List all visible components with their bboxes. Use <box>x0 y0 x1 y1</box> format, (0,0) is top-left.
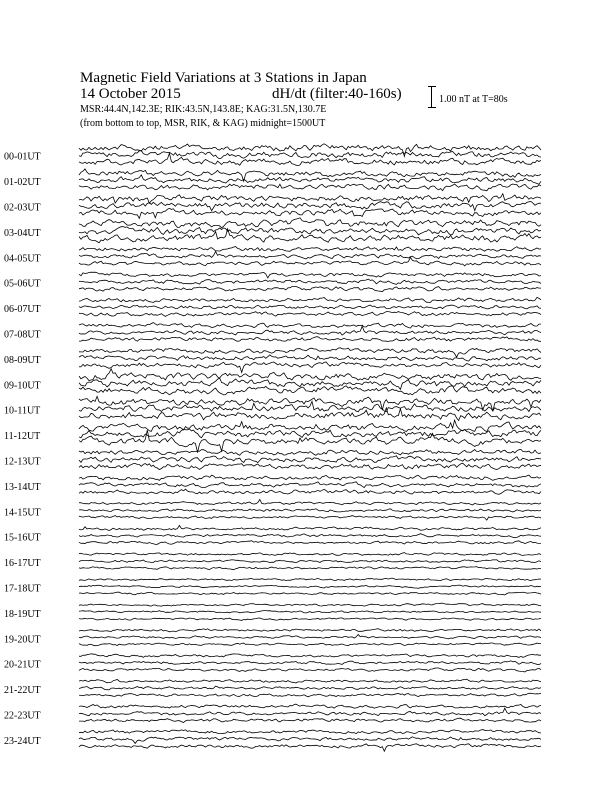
trace-kag <box>79 348 541 357</box>
hour-label: 16-17UT <box>4 558 41 570</box>
hour-label: 12-13UT <box>4 456 41 468</box>
hour-label: 11-12UT <box>4 431 41 443</box>
trace-rik <box>79 202 541 211</box>
trace-msr <box>79 386 541 395</box>
trace-kag <box>79 553 541 556</box>
chart-date: 14 October 2015 <box>80 86 181 102</box>
hour-label: 14-15UT <box>4 507 41 519</box>
trace-msr <box>79 408 541 421</box>
hour-label: 07-08UT <box>4 329 41 341</box>
hour-label: 02-03UT <box>4 202 41 214</box>
trace-kag <box>79 629 541 632</box>
chart-filter: dH/dt (filter:40-160s) <box>272 86 402 102</box>
hour-label: 18-19UT <box>4 608 41 620</box>
scale-label: 1.00 nT at T=80s <box>439 94 508 105</box>
trace-rik <box>79 305 541 309</box>
hour-label: 06-07UT <box>4 304 41 316</box>
hour-label: 01-02UT <box>4 177 41 189</box>
hour-label: 19-20UT <box>4 634 41 646</box>
trace-kag <box>79 730 541 734</box>
trace-rik <box>79 585 541 588</box>
station-coordinates: MSR:44.4N,142.3E; RIK:43.5N,143.8E; KAG:31.5N,130.7E <box>80 104 327 115</box>
hour-label: 17-18UT <box>4 583 41 595</box>
hour-label: 10-11UT <box>4 405 41 417</box>
trace-rik <box>79 227 541 235</box>
hour-label: 23-24UT <box>4 735 41 747</box>
hour-label: 03-04UT <box>4 227 41 239</box>
trace-kag <box>79 297 541 302</box>
trace-kag <box>79 475 541 480</box>
trace-msr <box>79 257 541 266</box>
trace-rik <box>79 611 541 613</box>
trace-rik <box>79 635 541 639</box>
trace-rik <box>79 534 541 538</box>
trace-kag <box>79 194 541 204</box>
hour-labels <box>4 152 41 747</box>
trace-rik <box>79 509 541 512</box>
hour-label: 20-21UT <box>4 659 41 671</box>
trace-msr <box>79 489 541 494</box>
trace-rik <box>79 151 541 159</box>
hour-label: 09-10UT <box>4 380 41 392</box>
trace-msr <box>79 693 541 697</box>
hour-label: 21-22UT <box>4 685 41 697</box>
hour-label: 13-14UT <box>4 481 41 493</box>
hour-label: 22-23UT <box>4 710 41 722</box>
station-order-note: (from bottom to top, MSR, RIK, & KAG) midnight=1500UT <box>80 118 326 129</box>
trace-msr <box>79 362 541 372</box>
trace-rik <box>79 175 541 184</box>
hour-label: 04-05UT <box>4 253 41 265</box>
trace-msr <box>79 516 541 521</box>
trace-rik <box>79 708 541 716</box>
trace-kag <box>79 323 541 329</box>
trace-kag <box>79 272 541 278</box>
trace-msr <box>79 618 541 621</box>
trace-msr <box>79 184 541 191</box>
trace-msr <box>79 541 541 545</box>
trace-msr <box>79 592 541 595</box>
trace-msr <box>79 229 541 243</box>
trace-rik <box>79 252 541 259</box>
trace-msr <box>79 286 541 291</box>
trace-kag <box>79 369 541 381</box>
trace-msr <box>79 744 541 752</box>
trace-rik <box>79 560 541 563</box>
trace-kag <box>79 499 541 505</box>
trace-kag <box>79 578 541 581</box>
trace-msr <box>79 463 541 469</box>
trace-rik <box>79 326 541 335</box>
trace-msr <box>79 668 541 672</box>
trace-msr <box>79 567 541 570</box>
trace-kag <box>79 449 541 455</box>
trace-msr <box>79 153 541 165</box>
trace-rik <box>79 456 541 463</box>
trace-msr <box>79 643 541 646</box>
trace-kag <box>79 603 541 606</box>
trace-rik <box>79 355 541 361</box>
trace-msr <box>79 208 541 218</box>
trace-kag <box>79 704 541 708</box>
chart-title: Magnetic Field Variations at 3 Stations in Japan <box>80 70 367 86</box>
trace-rik <box>79 279 541 284</box>
hour-label: 00-01UT <box>4 151 41 163</box>
trace-kag <box>79 654 541 658</box>
trace-rik <box>79 686 541 690</box>
hour-label: 15-16UT <box>4 532 41 544</box>
trace-rik <box>79 482 541 488</box>
trace-kag <box>79 420 541 432</box>
trace-rik <box>79 737 541 744</box>
hour-label: 05-06UT <box>4 278 41 290</box>
trace-kag <box>79 247 541 252</box>
trace-kag <box>79 679 541 683</box>
trace-rik <box>79 661 541 665</box>
trace-msr <box>79 312 541 317</box>
trace-group <box>79 144 541 752</box>
trace-msr <box>79 718 541 722</box>
trace-kag <box>79 218 541 228</box>
hour-label: 08-09UT <box>4 354 41 366</box>
trace-msr <box>79 337 541 342</box>
trace-kag <box>79 525 541 530</box>
